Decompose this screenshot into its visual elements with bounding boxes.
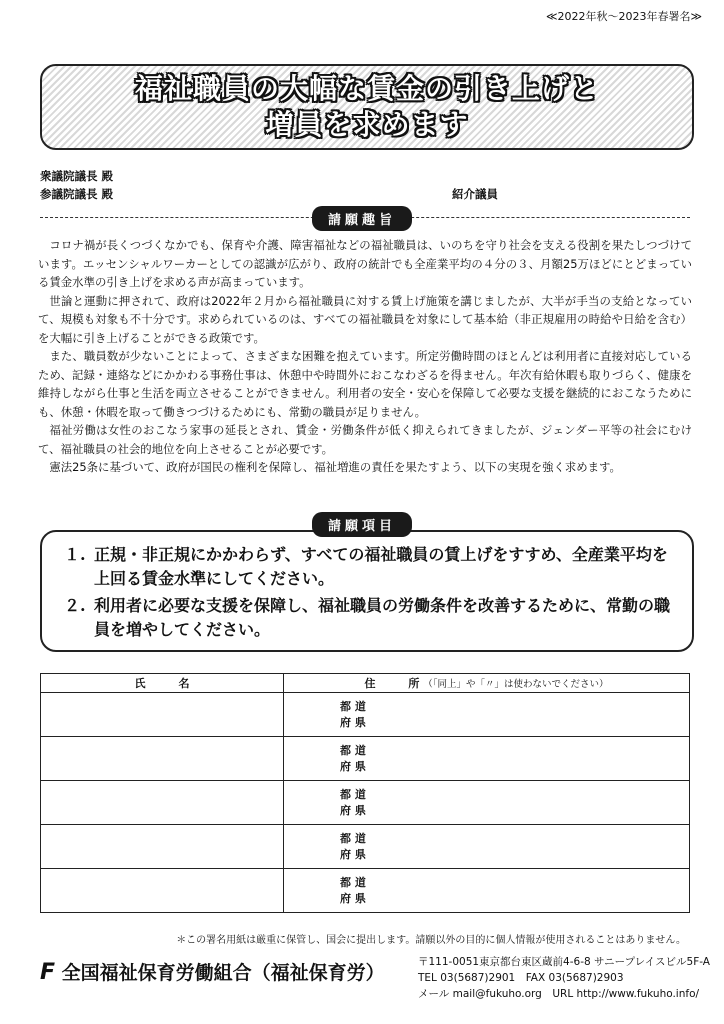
address-column-label: 住 所 [364, 677, 420, 690]
signature-table-header [41, 674, 690, 693]
purpose-paragraph: コロナ禍が長くつづくなかでも、保育や介護、障害福祉などの福祉職員は、いのちを守り社会を支える役割を果たしつづけています。エッセンシャルワーカーとしての認識が広がり、政府の統計でも全産業平均の４分の３、月額25万ほどにとどまっている賃金水準の引き上げを求める声が高まっています。 [38, 238, 692, 289]
period-note: ≪2022年秋〜2023年春署名≫ [545, 10, 702, 23]
purpose-paragraph: 憲法25条に基づいて、政府が国民の権利を保障し、福祉増進の責任を果たすよう、以下の実現を強く求めます。 [49, 460, 621, 474]
signature-row [41, 825, 690, 869]
name-column-header: 氏 名 [41, 674, 284, 693]
prefecture-label-bottom: 府 県 [340, 759, 366, 773]
prefecture-label-bottom: 府 県 [340, 715, 366, 729]
page-title-line2: 増員を求めます [265, 108, 469, 141]
purpose-paragraph: 世論と運動に押されて、政府は2022年２月から福祉職員に対する賃上げ施策を講じましたが、大半が手当の支給となっていて、規模も対象も不十分です。求められているのは、すべての福祉職員を対象にして基本給（非正規雇用の時給や日給を含む）を大幅に引き上げることができる政策です。 [38, 293, 692, 345]
name-cell[interactable] [41, 693, 284, 737]
item-text: 利用者に必要な支援を保障し、福祉職員の労働条件を改善するために、常勤の職員を増やしてください。 [94, 596, 671, 639]
petition-purpose-text [38, 236, 692, 477]
introducing-member-label: 紹介議員 [452, 187, 498, 201]
name-cell[interactable] [41, 781, 284, 825]
petition-item [64, 543, 676, 591]
addressee-house-of-representatives: 衆議院議長 殿 [40, 169, 114, 183]
petition-purpose-heading: 請願趣旨 [312, 206, 412, 231]
union-logo [40, 958, 385, 985]
prefecture-label-bottom: 府 県 [340, 847, 366, 861]
prefecture-label-top: 都 道 [340, 699, 366, 713]
page-title-line1: 福祉職員の大幅な賃金の引き上げと [134, 72, 599, 105]
address-column-header [284, 674, 690, 693]
petition-item [64, 594, 676, 642]
union-mail-url: メール mail@fukuho.org URL http://www.fukuho.info/ [418, 988, 700, 1000]
union-logo-icon: F [40, 960, 56, 985]
address-cell[interactable] [284, 869, 690, 913]
address-cell[interactable] [284, 825, 690, 869]
address-cell[interactable] [284, 781, 690, 825]
signature-row [41, 737, 690, 781]
item-text: 正規・非正規にかかわらず、すべての福祉職員の賃上げをすすめ、全産業平均を上回る賃金水準にしてください。 [94, 545, 668, 588]
addressee-house-of-councillors: 参議院議長 殿 [40, 187, 114, 201]
prefecture-label-bottom: 府 県 [340, 803, 366, 817]
signature-table [40, 673, 690, 913]
union-name: 全国福祉保育労働組合（福祉保育労） [61, 962, 385, 984]
prefecture-label-top: 都 道 [340, 743, 366, 757]
address-cell[interactable] [284, 693, 690, 737]
signature-row [41, 693, 690, 737]
name-cell[interactable] [41, 825, 284, 869]
petition-items-heading: 請願項目 [312, 512, 412, 537]
name-cell[interactable] [41, 737, 284, 781]
prefecture-label-bottom: 府 県 [340, 891, 366, 905]
prefecture-label-top: 都 道 [340, 875, 366, 889]
address-cell[interactable] [284, 737, 690, 781]
contact-info [418, 954, 710, 1002]
item-number: １. [64, 545, 86, 564]
purpose-paragraph: また、職員数が少ないことによって、さまざまな困難を抱えています。所定労働時間のほとんどは利用者に直接対応しているため、記録・連絡などにかかわる事務仕事は、休憩中や時間外におこなわざるを得ません。年次有給休暇も取りづらく、健康を維持しながら仕事と生活を両立させることができません。利用者の安全・安心を保障して必要な支援を継続的におこなうためにも、休憩・休暇を取って働きつづけるためにも、常勤の職員が足りません。 [38, 349, 692, 419]
title-banner [40, 64, 694, 150]
signature-row [41, 781, 690, 825]
privacy-note: ＊この署名用紙は厳重に保管し、国会に提出します。請願以外の目的に個人情報が使用されることはありません。 [176, 935, 686, 946]
signature-row [41, 869, 690, 913]
purpose-paragraph: 福祉労働は女性のおこなう家事の延長とされ、賃金・労働条件が低く抑えられてきましたが、ジェンダー平等の社会にむけて、福祉職員の社会的地位を向上させることが必要です。 [38, 423, 692, 456]
union-phone-fax: TEL 03(5687)2901 FAX 03(5687)2903 [418, 972, 624, 984]
prefecture-label-top: 都 道 [340, 831, 366, 845]
prefecture-label-top: 都 道 [340, 787, 366, 801]
address-column-note: （「同上」や「〃」は使わないでください） [423, 679, 609, 690]
union-address: 〒111-0051東京都台東区蔵前4-6-8 サニープレイスビル5F-A [418, 956, 710, 968]
item-number: ２. [64, 596, 86, 615]
name-cell[interactable] [41, 869, 284, 913]
